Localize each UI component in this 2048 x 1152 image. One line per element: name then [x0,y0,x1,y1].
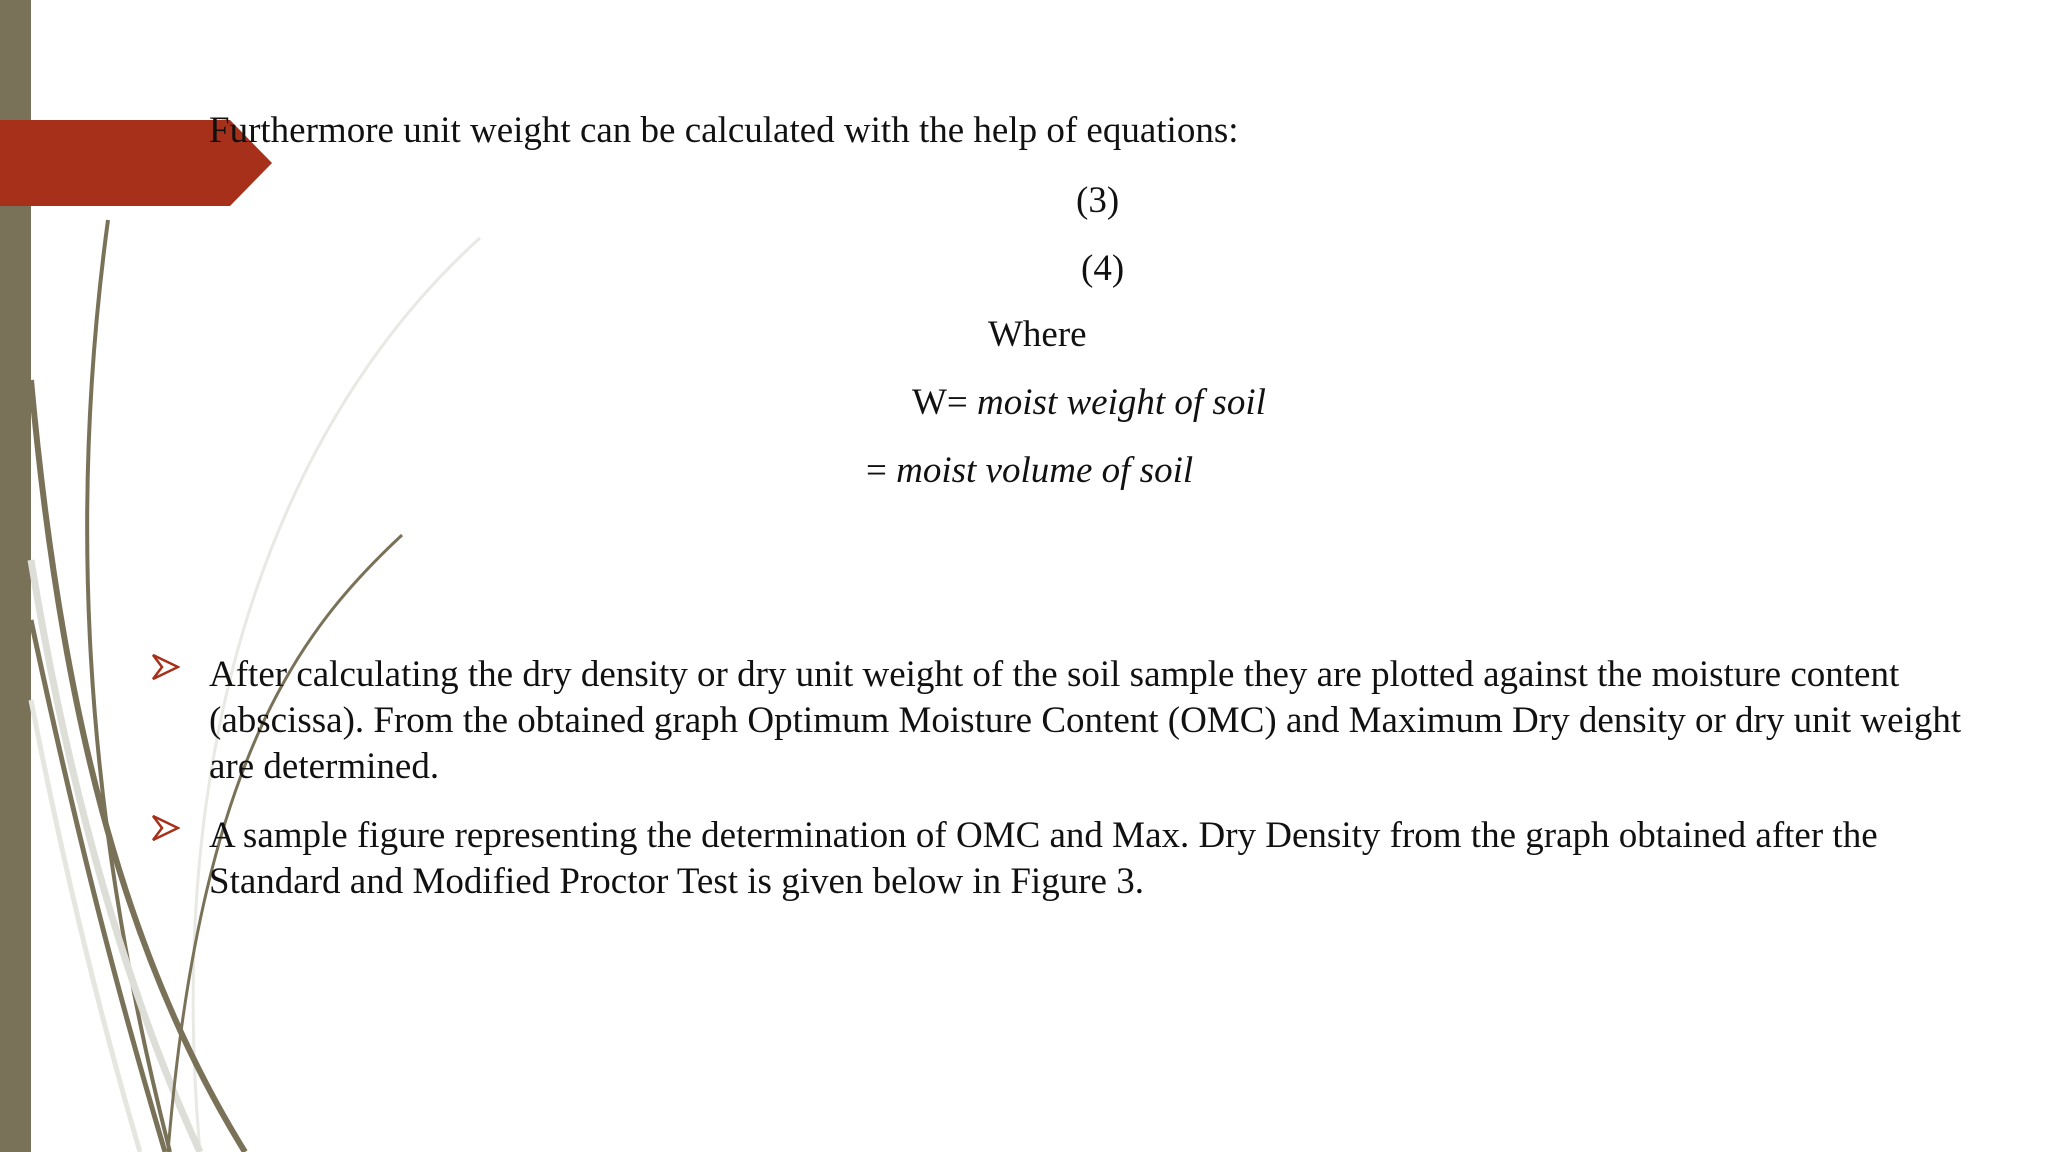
bullet-text: A sample figure representing the determination of OMC and Max. Dry Density from the graph obtained after the Standard and Modified Proctor Test is given below in Figure 3. [209,815,1878,902]
weight-definition [912,380,1266,426]
volume-definition [866,448,1193,494]
bullet-text: After calculating the dry density or dry unit weight of the soil sample they are plotted against the moisture content (abscissa). From the obtained graph Optimum Moisture Content (OMC) and Maximum Dry density or dry unit weight are determined. [209,654,1962,787]
equation-4-number: (4) [1081,248,1125,289]
volume-description: moist volume of soil [896,450,1194,491]
equation-3-number: (3) [1076,180,1120,221]
where-label: Where [988,314,1087,355]
arrow-bullet-icon [150,813,180,843]
arrow-bullet-icon [150,652,180,682]
volume-symbol: = [866,450,887,491]
weight-symbol: W= [912,382,968,423]
weight-description: moist weight of soil [977,382,1266,423]
intro-text: Furthermore unit weight can be calculated with the help of equations: [209,110,1239,151]
